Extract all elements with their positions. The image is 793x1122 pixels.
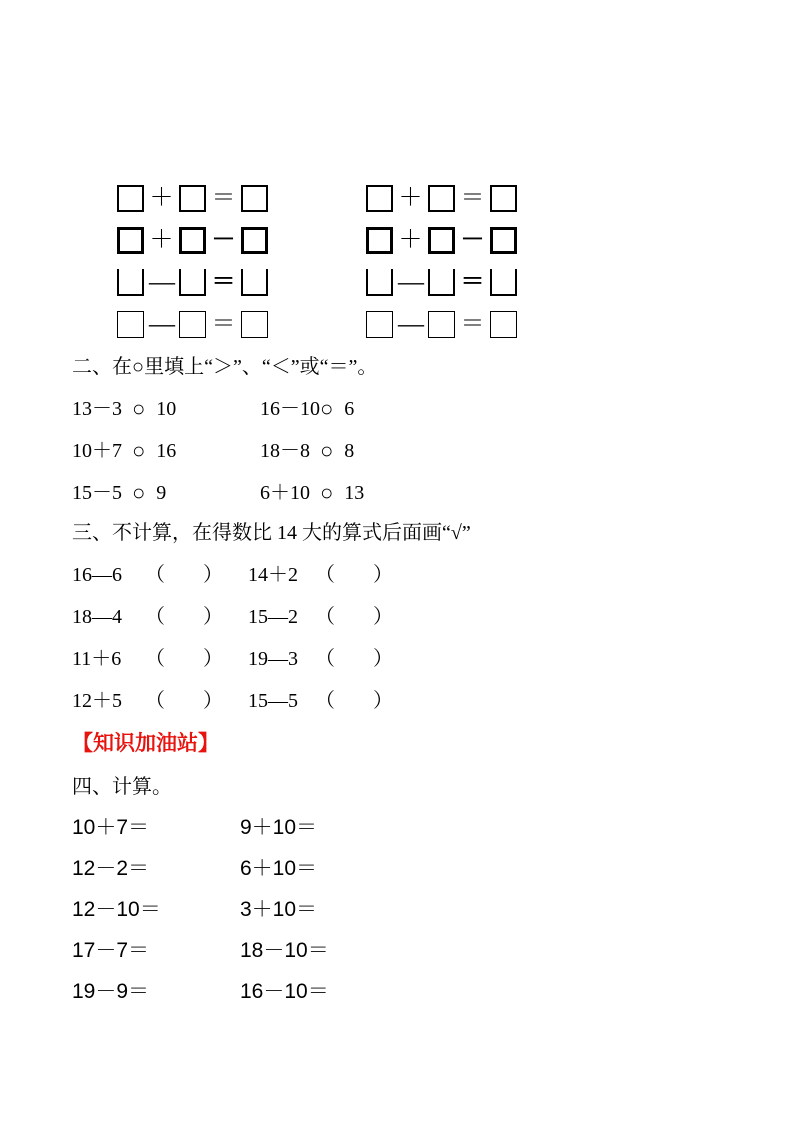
answer-circle: ○ (132, 480, 146, 505)
answer-box (428, 185, 455, 212)
answer-box (490, 227, 517, 254)
compare-item (72, 482, 260, 504)
check-item (72, 564, 248, 586)
answer-box (490, 311, 517, 338)
paren-close: ） (373, 648, 393, 670)
paren-close: ） (373, 690, 393, 712)
calc-item: 19－9＝ (72, 980, 150, 1003)
calc-row (72, 940, 408, 962)
answer-box (241, 227, 268, 254)
compare-number: 10 (156, 398, 177, 420)
paren-open: （ (145, 606, 165, 628)
calc-row (72, 899, 408, 921)
calc-item: 6＋10＝ (240, 857, 318, 880)
minus-operator: － (460, 227, 485, 253)
expression: 18—4 (72, 606, 122, 628)
paren-open: （ (145, 648, 165, 670)
expression: 10＋7 (72, 440, 122, 462)
compare-number: 13 (344, 482, 365, 504)
compare-row (72, 482, 448, 504)
section-compare-title: 二、在○里填上“＞”、“＜”或“＝”。 (72, 356, 378, 378)
answer-box (179, 311, 206, 338)
section-checkmark (72, 522, 471, 712)
expression: 19—3 (248, 648, 298, 670)
compare-item (260, 440, 448, 462)
calc-row (72, 981, 408, 1003)
answer-box (179, 227, 206, 254)
box-equation (117, 268, 268, 296)
calc-item: 17－7＝ (72, 939, 150, 962)
box-equation (366, 268, 517, 296)
calc-item: 3＋10＝ (240, 898, 318, 921)
expression: 6＋10 (260, 482, 310, 504)
calc-row (72, 858, 408, 880)
compare-item (72, 398, 260, 420)
answer-box (117, 185, 144, 212)
calc-item: 12－2＝ (72, 857, 150, 880)
box-equation (117, 310, 268, 338)
paren-open: （ (315, 564, 335, 586)
calc-item: 9＋10＝ (240, 816, 318, 839)
expression: 16—6 (72, 564, 122, 586)
equals-operator: ＝ (460, 269, 485, 295)
compare-number: 9 (156, 482, 167, 504)
minus-operator: — (149, 309, 174, 338)
box-equation (117, 226, 268, 254)
check-item (248, 648, 424, 670)
answer-circle: ○ (132, 396, 146, 421)
compare-item (260, 482, 448, 504)
paren-open: （ (145, 564, 165, 586)
minus-operator: — (149, 267, 174, 296)
equals-operator: ＝ (211, 185, 236, 211)
check-row (72, 606, 471, 628)
expression: 18－8 (260, 440, 310, 462)
check-item (248, 564, 424, 586)
paren-close: ） (203, 690, 223, 712)
answer-box (366, 269, 393, 296)
answer-box (179, 269, 206, 296)
answer-box (366, 311, 393, 338)
section-calculate (72, 776, 408, 1003)
answer-box (366, 227, 393, 254)
answer-box (366, 185, 393, 212)
answer-box (490, 185, 517, 212)
box-equation-row (117, 310, 517, 338)
compare-row (72, 440, 448, 462)
box-equation-row (117, 268, 517, 296)
check-item (72, 690, 248, 712)
equals-operator: ＝ (460, 185, 485, 211)
expression: 15—5 (248, 690, 298, 712)
answer-box (117, 227, 144, 254)
answer-box (117, 311, 144, 338)
paren-close: ） (203, 606, 223, 628)
paren-open: （ (315, 606, 335, 628)
answer-box (179, 185, 206, 212)
calc-item: 12－10＝ (72, 898, 161, 921)
answer-box (428, 269, 455, 296)
calc-row (72, 817, 408, 839)
answer-circle: ○ (132, 438, 146, 463)
answer-circle: ○ (320, 480, 334, 505)
compare-item (72, 440, 260, 462)
calc-item: 18－10＝ (240, 939, 329, 962)
check-item (248, 690, 424, 712)
section-compare (72, 356, 448, 504)
answer-box (428, 311, 455, 338)
minus-operator: － (211, 227, 236, 253)
expression: 13－3 (72, 398, 122, 420)
compare-row (72, 398, 448, 420)
equals-operator: ＝ (211, 269, 236, 295)
section-calculate-title: 四、计算。 (72, 776, 172, 798)
expression: 15—2 (248, 606, 298, 628)
plus-operator: ＋ (149, 227, 174, 253)
answer-circle: ○ (320, 438, 334, 463)
paren-close: ） (203, 564, 223, 586)
paren-open: （ (315, 690, 335, 712)
equals-operator: ＝ (460, 311, 485, 337)
calc-item: 16－10＝ (240, 980, 329, 1003)
box-equation-row (117, 226, 517, 254)
box-equations-section (117, 184, 517, 352)
calc-item: 10＋7＝ (72, 816, 150, 839)
answer-box (428, 227, 455, 254)
plus-operator: ＋ (398, 185, 423, 211)
answer-box (241, 311, 268, 338)
expression: 14＋2 (248, 564, 298, 586)
paren-close: ） (373, 564, 393, 586)
box-equation-row (117, 184, 517, 212)
calc-rows (72, 817, 408, 1003)
minus-operator: — (398, 267, 423, 296)
compare-number: 6 (344, 398, 355, 420)
check-item (72, 648, 248, 670)
box-equation (366, 226, 517, 254)
compare-number: 16 (156, 440, 177, 462)
minus-operator: — (398, 309, 423, 338)
box-equation (366, 184, 517, 212)
check-row (72, 690, 471, 712)
equals-operator: ＝ (211, 311, 236, 337)
expression: 16－10 (260, 398, 320, 420)
check-item (248, 606, 424, 628)
check-item (72, 606, 248, 628)
expression: 12＋5 (72, 690, 122, 712)
expression: 11＋6 (72, 648, 122, 670)
check-row (72, 648, 471, 670)
answer-box (490, 269, 517, 296)
expression: 15－5 (72, 482, 122, 504)
paren-close: ） (373, 606, 393, 628)
paren-open: （ (315, 648, 335, 670)
box-equation (117, 184, 268, 212)
plus-operator: ＋ (149, 185, 174, 211)
section-checkmark-title: 三、不计算，在得数比 14 大的算式后面画“√” (72, 522, 471, 544)
answer-box (117, 269, 144, 296)
answer-box (241, 185, 268, 212)
knowledge-station-banner: 【知识加油站】 (72, 731, 219, 755)
answer-box (241, 269, 268, 296)
compare-number: 8 (344, 440, 355, 462)
paren-open: （ (145, 690, 165, 712)
box-equation (366, 310, 517, 338)
plus-operator: ＋ (398, 227, 423, 253)
paren-close: ） (203, 648, 223, 670)
answer-circle: ○ (320, 396, 334, 421)
check-row (72, 564, 471, 586)
compare-item (260, 398, 448, 420)
